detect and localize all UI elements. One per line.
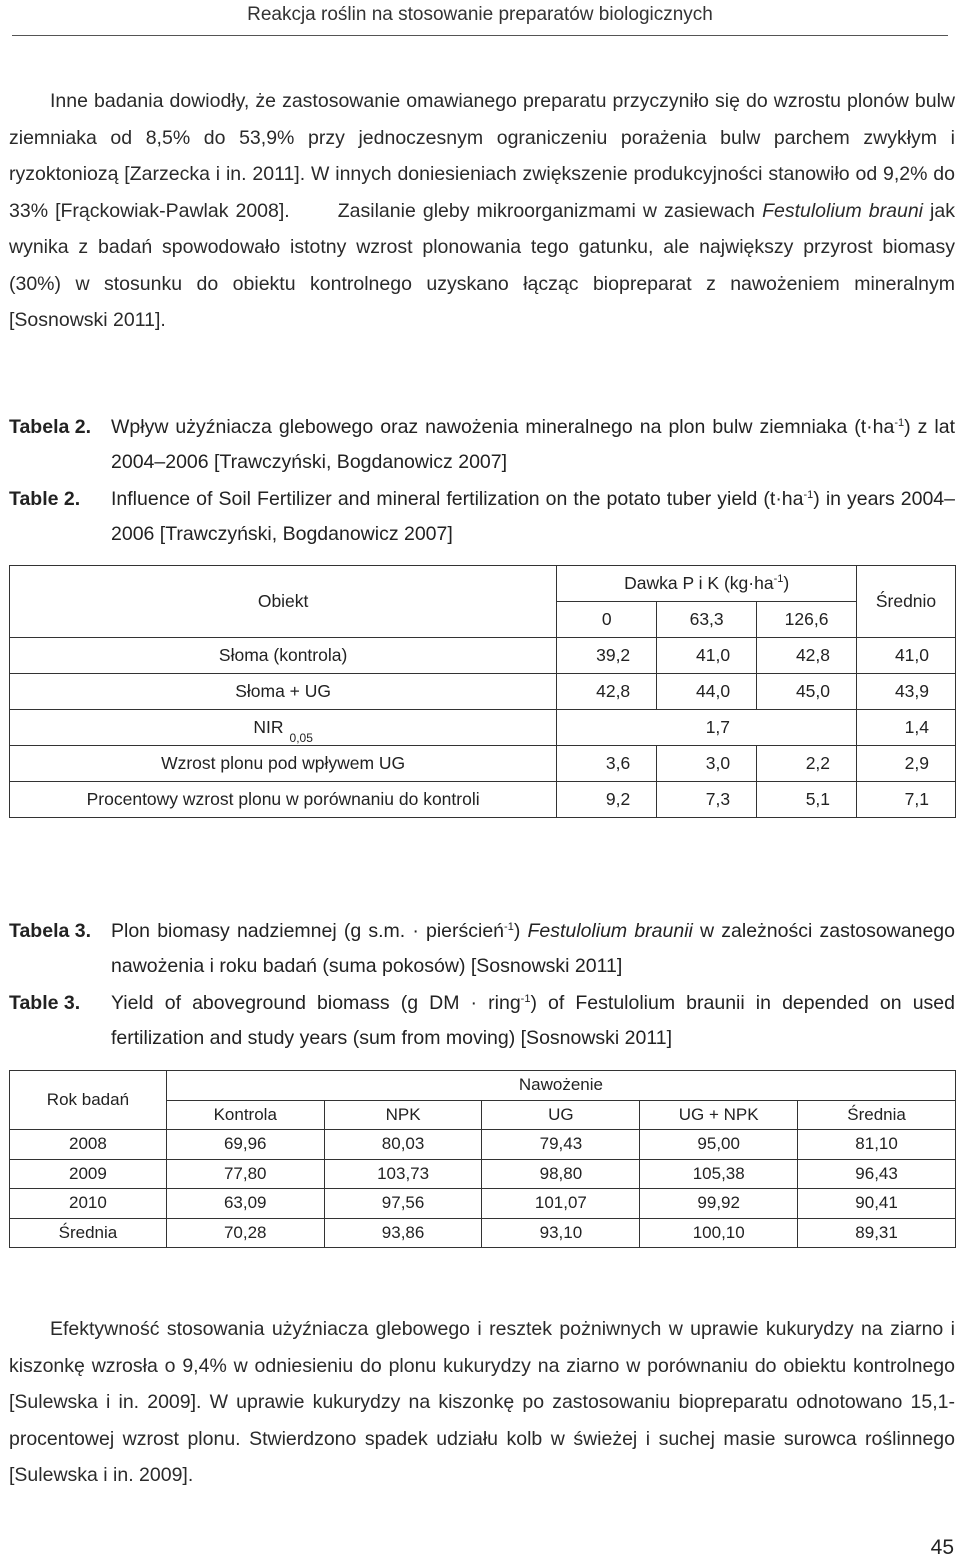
header-dawka xyxy=(557,566,857,602)
page-number: 45 xyxy=(930,1536,954,1559)
table-row-nir xyxy=(10,710,956,746)
table3-label-pl: Tabela 3. xyxy=(9,920,92,942)
cell: 45,0 xyxy=(757,674,857,710)
header-col: UG xyxy=(482,1100,640,1130)
cell: 41,0 xyxy=(857,638,956,674)
nir-subscript: 0,05 xyxy=(289,731,313,745)
cell: 89,31 xyxy=(798,1218,956,1248)
table-biomass-yield xyxy=(9,1070,956,1248)
cell: 3,0 xyxy=(657,746,757,782)
paragraph-potato-text: Inne badania dowiodły, że zastosowanie omawianego preparatu przyczyniło się do wzrostu plonów bulw ziemniaka od 8,5% do 53,9% przy jednoczesnym ograniczeniu porażenia bulw parchem zwykłym i ryzoktoniozą [Zarzecka i in. 2011]. W innych doniesieniach zwiększenie produkcyjności stanowiło od 9,2% do 33% [Frąckowiak-Pawlak 2008]. xyxy=(9,90,955,222)
cell: 1,4 xyxy=(857,710,956,746)
cell: 63,09 xyxy=(166,1189,324,1219)
table3-caption-en-text-b: ) of Festulolium braunii in depended on used fertilization and study years (sum from moving) [Sosnowski 2011] xyxy=(111,992,955,1049)
table2-label-en: Table 2. xyxy=(9,488,81,510)
table-row xyxy=(10,674,956,710)
paragraph-festulolium-a: Zasilanie gleby mikroorganizmami w zasiewach xyxy=(337,199,763,222)
header-dose: 63,3 xyxy=(657,602,757,638)
table3-caption-en-text: Yield of aboveground biomass (g DM · ring xyxy=(111,992,521,1014)
cell: 39,2 xyxy=(557,638,657,674)
header-obiekt: Obiekt xyxy=(10,566,557,638)
cell: 5,1 xyxy=(757,782,857,818)
cell: 98,80 xyxy=(482,1159,640,1189)
table3-caption-pl-text-b: ) xyxy=(513,920,528,942)
table3-caption-pl-text: Plon biomasy nadziemnej (g s.m. · pierścień xyxy=(111,920,505,942)
header-col: Kontrola xyxy=(166,1100,324,1130)
header-dose: 0 xyxy=(557,602,657,638)
cell: 101,07 xyxy=(482,1189,640,1219)
row-year: Średnia xyxy=(10,1218,167,1248)
cell: 42,8 xyxy=(757,638,857,674)
table2-caption-en-text: Influence of Soil Fertilizer and mineral fertilization on the potato tuber yield (t·ha xyxy=(111,488,804,510)
table2-caption-pl-sup: -1 xyxy=(894,417,905,429)
cell: 93,86 xyxy=(324,1218,482,1248)
paragraph-maize xyxy=(9,1311,955,1494)
row-label: Procentowy wzrost plonu w porównaniu do kontroli xyxy=(10,782,557,818)
nir-label: NIR xyxy=(253,717,284,737)
table-header-row xyxy=(10,1071,956,1101)
table-header-row xyxy=(10,566,956,602)
header-srednio: Średnio xyxy=(857,566,956,638)
cell: 42,8 xyxy=(557,674,657,710)
header-col: NPK xyxy=(324,1100,482,1130)
table3-caption-en-sup: -1 xyxy=(520,993,531,1005)
table3-caption-species: Festulolium braunii xyxy=(527,920,693,942)
table-row xyxy=(10,1159,956,1189)
table-row xyxy=(10,1189,956,1219)
header-divider xyxy=(12,35,948,36)
cell: 7,1 xyxy=(857,782,956,818)
cell: 95,00 xyxy=(640,1130,798,1160)
table-row xyxy=(10,782,956,818)
cell: 81,10 xyxy=(798,1130,956,1160)
table-row xyxy=(10,1130,956,1160)
species-name-festulolium: Festulolium brauni xyxy=(762,199,924,222)
row-year: 2008 xyxy=(10,1130,167,1160)
row-year: 2009 xyxy=(10,1159,167,1189)
header-dose: 126,6 xyxy=(757,602,857,638)
table3-caption-pl-text-c: w zależności zastosowanego nawożenia i roku badań (suma pokosów) [Sosnowski 2011] xyxy=(111,920,955,977)
table2-caption-en-sup: -1 xyxy=(803,489,814,501)
table-row xyxy=(10,1218,956,1248)
running-header-title: Reakcja roślin na stosowanie preparatów biologicznych xyxy=(247,4,713,25)
cell: 105,38 xyxy=(640,1159,798,1189)
header-col: Średnia xyxy=(798,1100,956,1130)
cell: 1,7 xyxy=(557,710,857,746)
cell: 79,43 xyxy=(482,1130,640,1160)
table3-label-en: Table 3. xyxy=(9,992,81,1014)
cell: 96,43 xyxy=(798,1159,956,1189)
cell: 99,92 xyxy=(640,1189,798,1219)
table2-caption-en-text-b: ) in years 2004–2006 [Trawczyński, Bogdanowicz 2007] xyxy=(111,488,955,545)
cell: 70,28 xyxy=(166,1218,324,1248)
cell: 90,41 xyxy=(798,1189,956,1219)
paragraph-festulolium-b: jak wynika z badań spowodowało istotny wzrost plonowania tego gatunku, ale największy przyrost biomasy (30%) w stosunku do obiektu kontrolnego uzyskano łącząc biopreparat z nawożeniem mineralnym [Sosnowski 2011]. xyxy=(9,199,955,331)
cell: 77,80 xyxy=(166,1159,324,1189)
table-potato-yield xyxy=(9,565,956,818)
table3-caption-pl-sup: -1 xyxy=(504,921,514,933)
table3-caption-pl xyxy=(9,914,955,984)
header-dawka-sup: -1 xyxy=(773,573,784,585)
table2-caption-pl-text: Wpływ użyźniacza glebowego oraz nawożenia mineralnego na plon bulw ziemniaka (t·ha xyxy=(111,416,895,438)
row-label-nir xyxy=(10,710,557,746)
table3-caption-en xyxy=(9,986,955,1056)
cell: 103,73 xyxy=(324,1159,482,1189)
row-label: Słoma + UG xyxy=(10,674,557,710)
table2-caption-en xyxy=(9,482,955,552)
header-rok: Rok badań xyxy=(10,1071,167,1130)
row-label: Słoma (kontrola) xyxy=(10,638,557,674)
table2-label-pl: Tabela 2. xyxy=(9,416,92,438)
header-dawka-text: Dawka P i K (kg·ha xyxy=(624,573,774,593)
cell: 44,0 xyxy=(657,674,757,710)
table2-caption-pl-text-b: ) z lat 2004–2006 [Trawczyński, Bogdanowicz 2007] xyxy=(111,416,955,473)
cell: 2,9 xyxy=(857,746,956,782)
row-label: Wzrost plonu pod wpływem UG xyxy=(10,746,557,782)
table-row xyxy=(10,638,956,674)
cell: 2,2 xyxy=(757,746,857,782)
cell: 9,2 xyxy=(557,782,657,818)
cell: 7,3 xyxy=(657,782,757,818)
cell: 41,0 xyxy=(657,638,757,674)
table2-caption-pl xyxy=(9,410,955,480)
paragraph-maize-text: Efektywność stosowania użyźniacza glebowego i resztek pożniwnych w uprawie kukurydzy na ziarno i kiszonkę wzrosła o 9,4% w odniesieniu do plonu kukurydzy na ziarno w porównaniu do obiektu kontrolnego [Sulewska i in. 2009]. W uprawie kukurydzy na kiszonkę po zastosowaniu biopreparatu odnotowano 15,1-procentowej wzrost plonu. Stwierdzono spadek udziału kolb w świeżej i suchej masie surowca roślinnego [Sulewska i in. 2009]. xyxy=(9,1318,955,1486)
paragraph-potato-studies xyxy=(9,83,955,339)
running-header xyxy=(0,0,960,36)
table-row xyxy=(10,746,956,782)
cell: 93,10 xyxy=(482,1218,640,1248)
cell: 80,03 xyxy=(324,1130,482,1160)
header-dawka-close: ) xyxy=(783,573,790,593)
row-year: 2010 xyxy=(10,1189,167,1219)
cell: 97,56 xyxy=(324,1189,482,1219)
cell: 69,96 xyxy=(166,1130,324,1160)
header-nawozenie: Nawożenie xyxy=(166,1071,955,1101)
cell: 3,6 xyxy=(557,746,657,782)
cell: 100,10 xyxy=(640,1218,798,1248)
cell: 43,9 xyxy=(857,674,956,710)
header-col: UG + NPK xyxy=(640,1100,798,1130)
